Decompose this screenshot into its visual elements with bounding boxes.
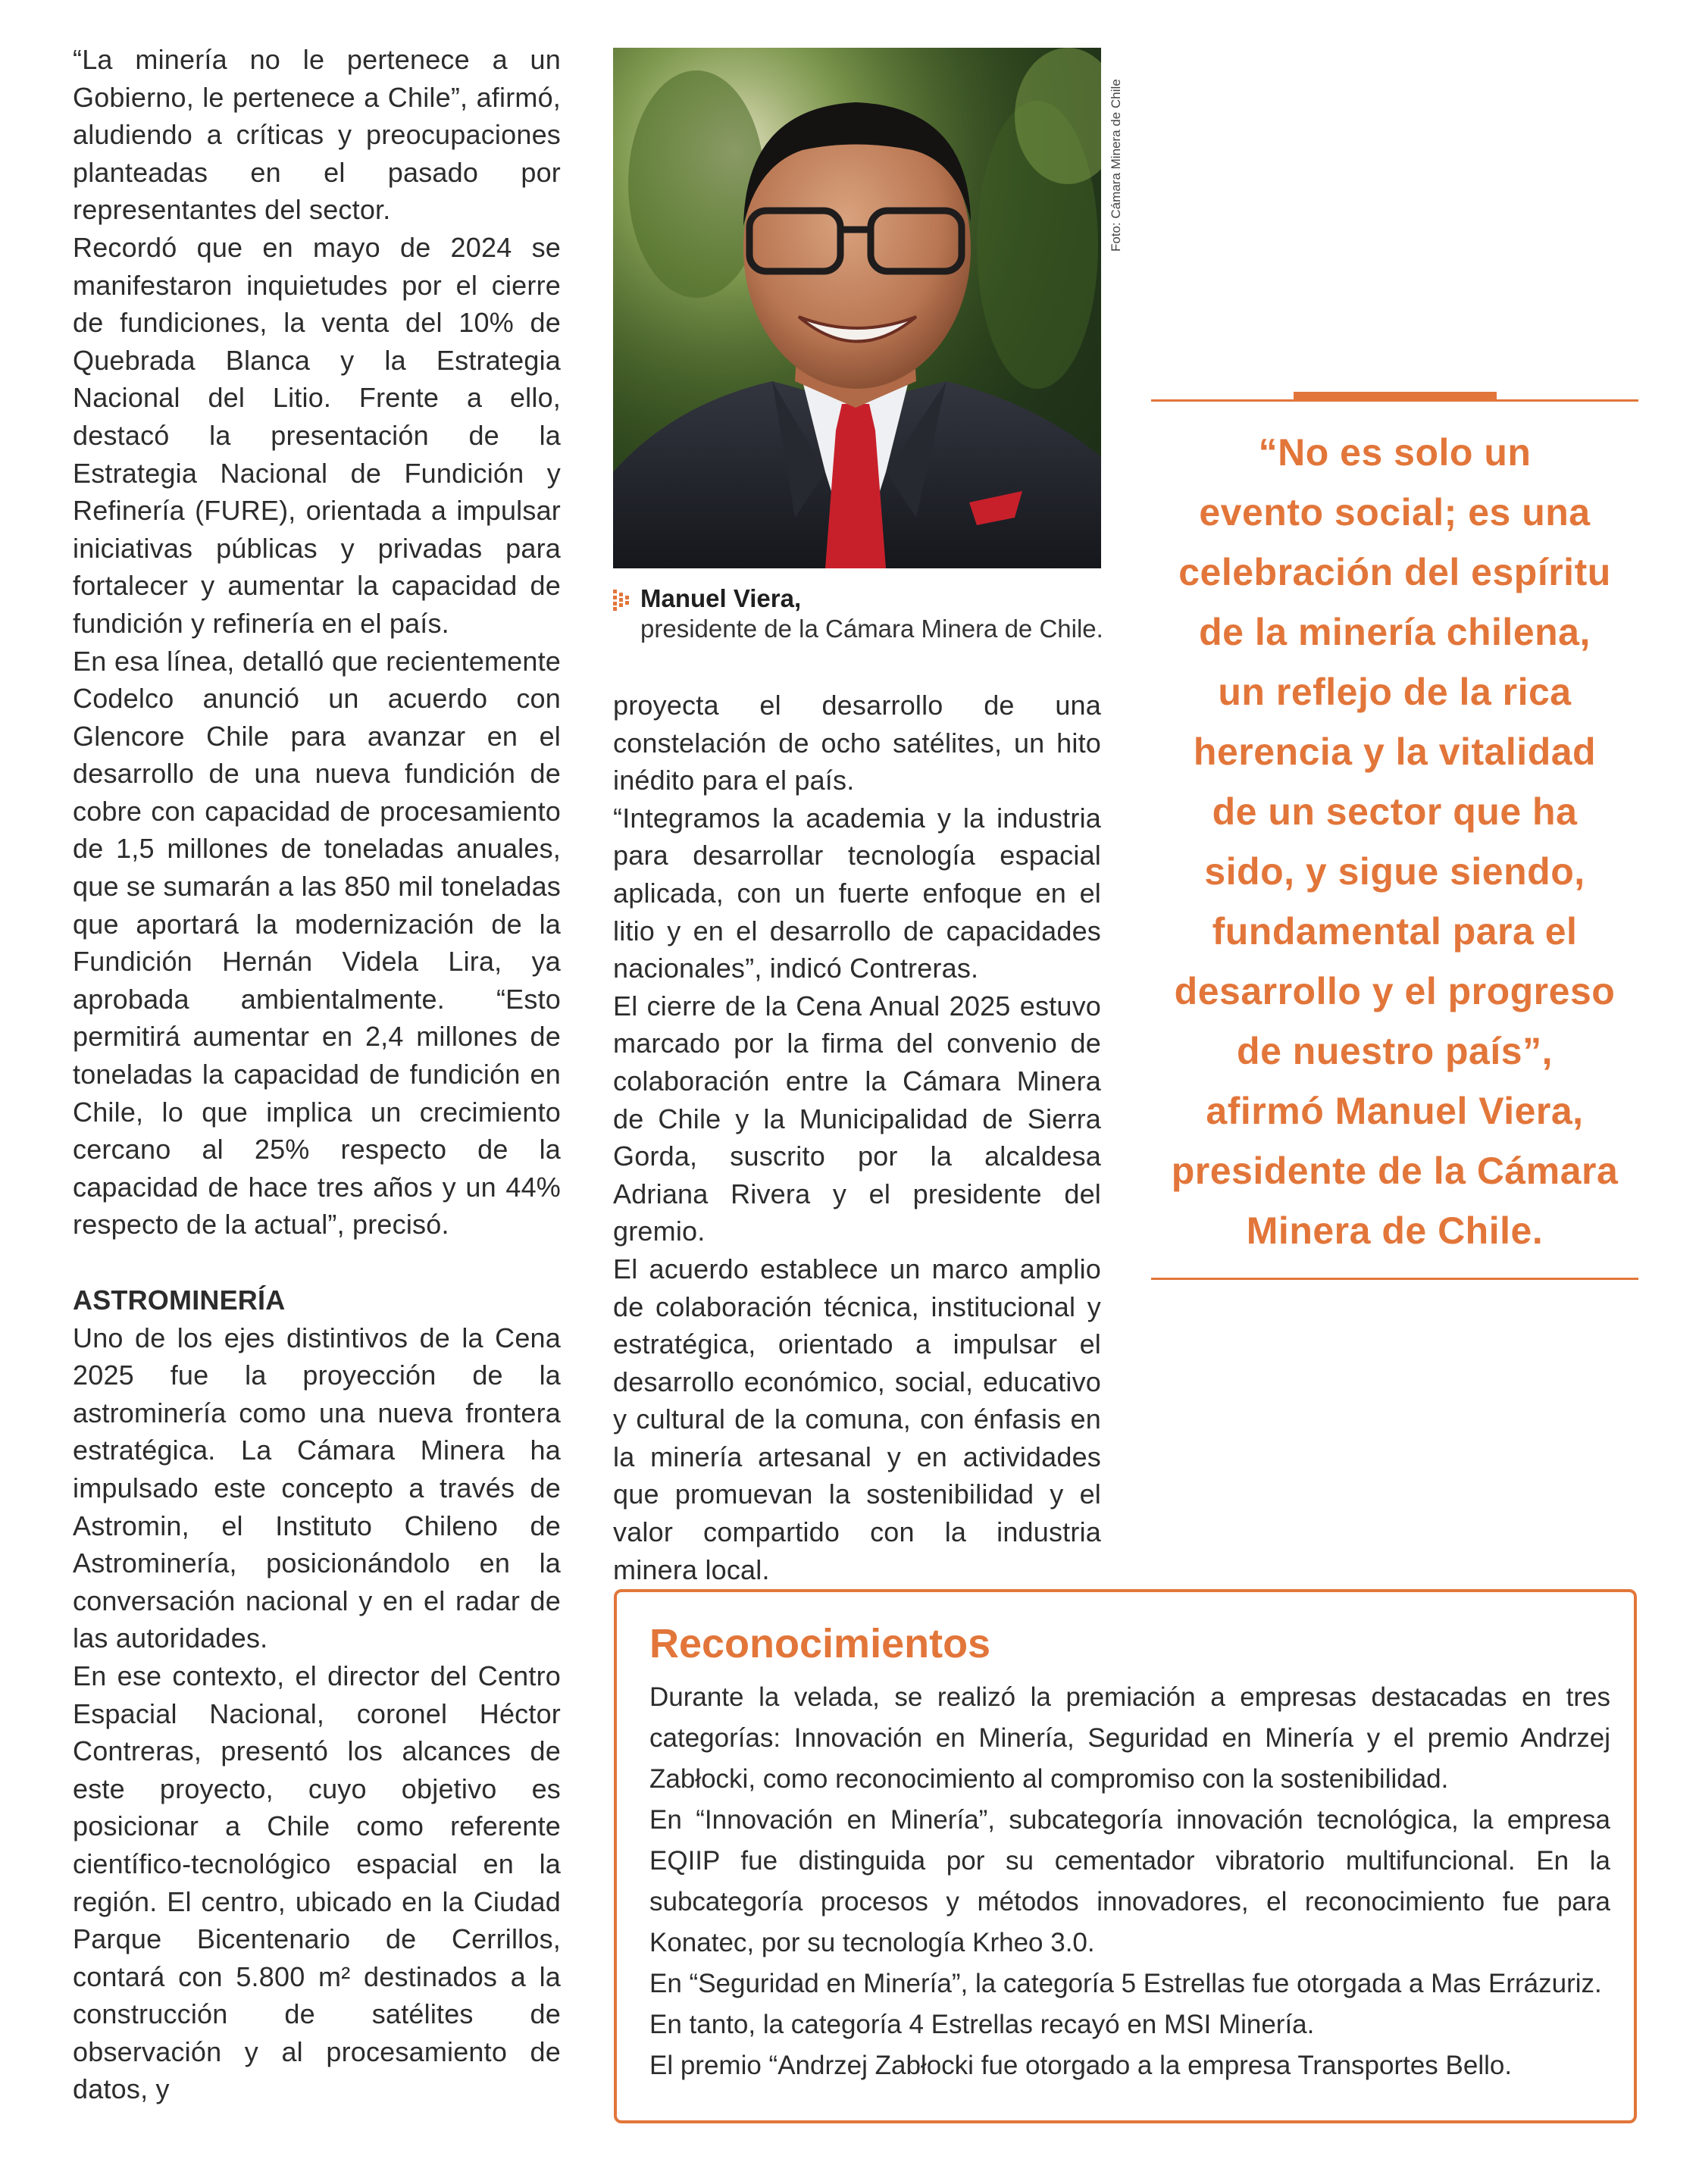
quote-line: fundamental para el <box>1212 910 1578 953</box>
quote-line: de nuestro país”, <box>1237 1030 1553 1072</box>
quote-line: sido, y sigue siendo, <box>1204 850 1585 893</box>
body-paragraph: Uno de los ejes distintivos de la Cena 2025 fue la proyección de la astrominería como una nueva frontera estratégica. La Cámara Minera ha impulsado este concepto a través de Astromin, el Instituto Chileno de Astrominería, posicionándolo en la conversación nacional y en el radar de las autoridades. <box>73 1322 561 1654</box>
body-paragraph: El acuerdo establece un marco amplio de colaboración técnica, institucional y estratégica, orientado a impulsar el desarrollo económico, social, educativo y cultural de la comuna, con énfasis en la minería artesanal y en actividades que promuevan la sostenibilidad y el valor compartido con la industria minera local. <box>613 1253 1101 1585</box>
portrait-photo <box>613 48 1101 568</box>
quote-bottom-rule <box>1151 1278 1638 1280</box>
section-subheading: ASTROMINERÍA <box>73 1284 286 1316</box>
caption-name: Manuel Viera, <box>640 584 802 612</box>
left-column <box>73 41 561 2108</box>
body-paragraph: “Integramos la academia y la industria para desarrollar tecnología espacial aplicada, con un fuerte enfoque en el litio y en el desarrollo de capacidades nacionales”, indicó Contreras. <box>613 802 1101 984</box>
quote-line: “No es solo un <box>1258 431 1532 474</box>
pull-quote <box>1151 423 1638 1261</box>
quote-line: evento social; es una <box>1199 491 1591 533</box>
photo-credit: Foto: Cámara Minera de Chile <box>1109 79 1123 252</box>
body-paragraph: “La minería no le pertenece a un Gobierno, le pertenece a Chile”, afirmó, aludiendo a críticas y preocupaciones planteadas en el pasado por representantes del sector. <box>73 44 561 226</box>
body-paragraph: El cierre de la Cena Anual 2025 estuvo marcado por la firma del convenio de colaboración entre la Cámara Minera de Chile y la Municipalidad de Sierra Gorda, suscrito por la alcaldesa Adriana Rivera y el presidente del gremio. <box>613 990 1101 1247</box>
quote-line: de un sector que ha <box>1212 790 1578 833</box>
quote-line: Minera de Chile. <box>1246 1209 1544 1252</box>
quote-line: herencia y la vitalidad <box>1193 731 1597 773</box>
body-paragraph: En ese contexto, el director del Centro Espacial Nacional, coronel Héctor Contreras, presentó los alcances de este proyecto, cuyo objetivo es posicionar a Chile como referente científico-tecnológico espacial en la región. El centro, ubicado en la Ciudad Parque Bicentenario de Cerrillos, contará con 5.800 m² destinados a la construcción de satélites de observación y al procesamiento de datos, y <box>73 1660 561 2105</box>
body-paragraph: En “Innovación en Minería”, subcategoría innovación tecnológica, la empresa EQIIP fue distinguida por su cementador vibratorio multifuncional. En la subcategoría procesos y métodos innovadores, el reconocimiento fue para Konatec, por su tecnología Krheo 3.0. <box>649 1805 1610 1957</box>
quote-line: un reflejo de la rica <box>1218 671 1572 713</box>
quote-line: presidente de la Cámara <box>1171 1150 1619 1192</box>
quote-accent-bar <box>1294 392 1497 401</box>
body-paragraph: Durante la velada, se realizó la premiación a empresas destacadas en tres categorías: Innovación en Minería, Seguridad en Minería y el premio Andrzej Zabłocki, como reconocimiento al compromiso con la sostenibilidad. <box>649 1682 1610 1794</box>
quote-line: afirmó Manuel Viera, <box>1206 1090 1584 1132</box>
reconocimientos-body <box>649 1677 1610 2086</box>
body-paragraph: proyecta el desarrollo de una constelación de ocho satélites, un hito inédito para el país. <box>613 690 1101 796</box>
quote-line: de la minería chilena, <box>1199 611 1591 653</box>
reconocimientos-title: Reconocimientos <box>649 1621 991 1666</box>
caption-marker-icon <box>613 590 633 611</box>
body-paragraph: Recordó que en mayo de 2024 se manifestaron inquietudes por el cierre de fundiciones, la venta del 10% de Quebrada Blanca y la Estrategia Nacional del Litio. Frente a ello, destacó la presentación de la Estrategia Nacional de Fundición y Refinería (FURE), orientada a impulsar iniciativas públicas y privadas para fortalecer y aumentar la capacidad de fundición y refinería en el país. <box>73 231 561 639</box>
body-paragraph: En esa línea, detalló que recientemente Codelco anunció un acuerdo con Glencore Chile para avanzar en el desarrollo de una nueva fundición de cobre con capacidad de procesamiento de 1,5 millones de toneladas anuales, que se sumarán a las 850 mil toneladas que aportará la modernización de la Fundición Hernán Videla Lira, ya aprobada ambientalmente. “Esto permitirá aumentar en 2,4 millones de toneladas la capacidad de fundición en Chile, lo que implica un crecimiento cercano al 25% respecto de la capacidad de hace tres años y un 44% respecto de la actual”, precisó. <box>73 645 561 1241</box>
middle-column <box>613 687 1101 1588</box>
quote-line: desarrollo y el progreso <box>1174 970 1616 1012</box>
photo-caption <box>613 584 1106 644</box>
body-paragraph: El premio “Andrzej Zabłocki fue otorgado a la empresa Transportes Bello. <box>649 2051 1513 2080</box>
caption-role: presidente de la Cámara Minera de Chile. <box>640 615 1103 643</box>
body-paragraph: En “Seguridad en Minería”, la categoría 5 Estrellas fue otorgada a Mas Errázuriz. <box>649 1969 1602 1998</box>
body-paragraph: En tanto, la categoría 4 Estrellas recayó en MSI Minería. <box>649 2010 1315 2039</box>
quote-line: celebración del espíritu <box>1178 551 1611 593</box>
